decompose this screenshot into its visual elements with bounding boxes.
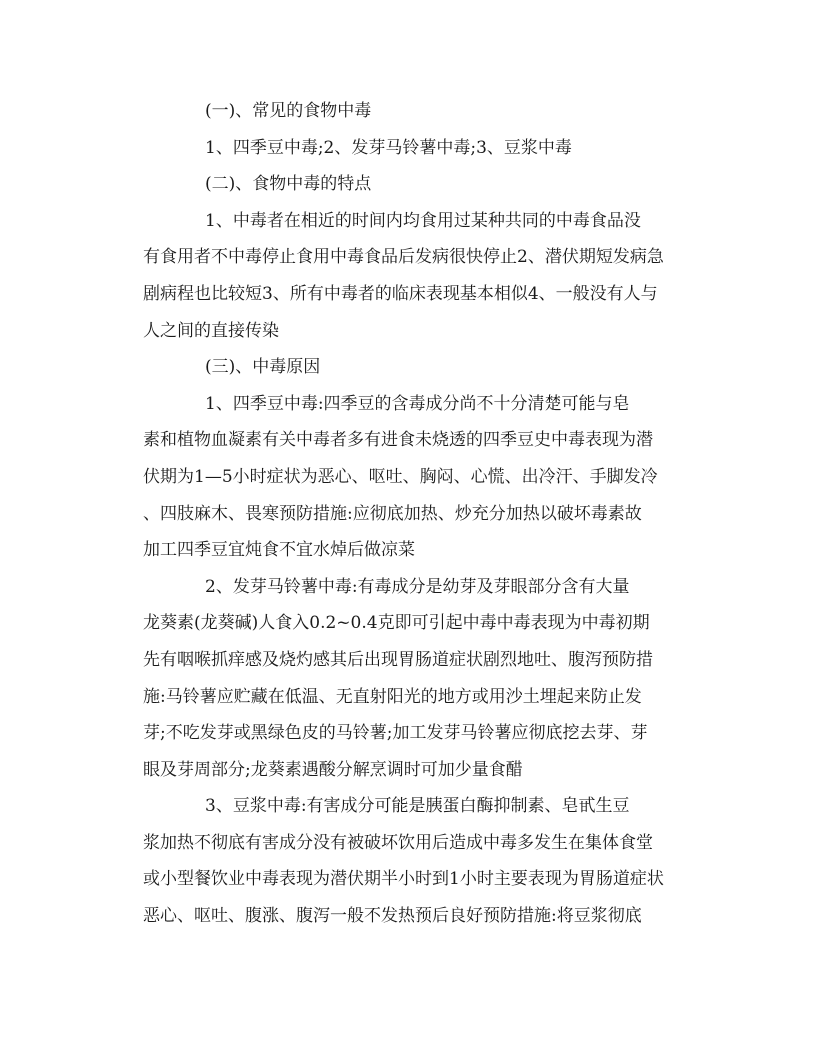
text-line: 素和植物血凝素有关中毒者多有进食未烧透的四季豆史中毒表现为潜 [143,430,653,451]
text-line: 或小型餐饮业中毒表现为潜伏期半小时到1小时主要表现为胃肠道症状 [143,869,664,890]
text-line: 芽;不吃发芽或黑绿色皮的马铃薯;加工发芽马铃薯应彻底挖去芽、芽 [143,723,648,744]
text-line: 1、中毒者在相近的时间内均食用过某种共同的中毒食品没 [205,210,641,231]
text-line: 1、四季豆中毒:四季豆的含毒成分尚不十分清楚可能与皂 [205,393,630,414]
text-line: (一)、常见的食物中毒 [205,101,372,121]
text-line: 剧病程也比较短3、所有中毒者的临床表现基本相似4、一般没有人与 [143,283,658,304]
text-line: 加工四季豆宜炖食不宜水焯后做凉菜 [143,540,415,561]
text-line: (二)、食物中毒的特点 [205,174,372,195]
document-body [143,93,695,935]
text-line: 眼及芽周部分;龙葵素遇酸分解烹调时可加少量食醋 [143,759,523,780]
text-line: 龙葵素(龙葵碱)人食入0.2~0.4克即可引起中毒中毒表现为中毒初期 [143,613,650,634]
text-line: 伏期为1—5小时症状为恶心、呕吐、胸闷、心慌、出冷汗、手脚发冷 [143,466,658,487]
text-line: 施:马铃薯应贮藏在低温、无直射阳光的地方或用沙土埋起来防止发 [143,686,642,707]
text-line: 有食用者不中毒停止食用中毒食品后发病很快停止2、潜伏期短发病急 [143,247,664,268]
text-line: 1、四季豆中毒;2、发芽马铃薯中毒;3、豆浆中毒 [205,137,572,158]
text-line: 先有咽喉抓痒感及烧灼感其后出现胃肠道症状剧烈地吐、腹泻预防措 [143,649,653,670]
text-line: (三)、中毒原因 [205,357,321,378]
text-line: 浆加热不彻底有害成分没有被破坏饮用后造成中毒多发生在集体食堂 [143,832,653,853]
text-line: 人之间的直接传染 [143,320,279,341]
text-line: 2、发芽马铃薯中毒:有毒成分是幼芽及芽眼部分含有大量 [205,576,630,597]
text-line: 3、豆浆中毒:有害成分可能是胰蛋白酶抑制素、皂甙生豆 [205,796,630,817]
text-line: 恶心、呕吐、腹涨、腹泻一般不发热预后良好预防措施:将豆浆彻底 [143,906,642,927]
text-line: 、四肢麻木、畏寒预防措施:应彻底加热、炒充分加热以破坏毒素故 [143,503,642,524]
